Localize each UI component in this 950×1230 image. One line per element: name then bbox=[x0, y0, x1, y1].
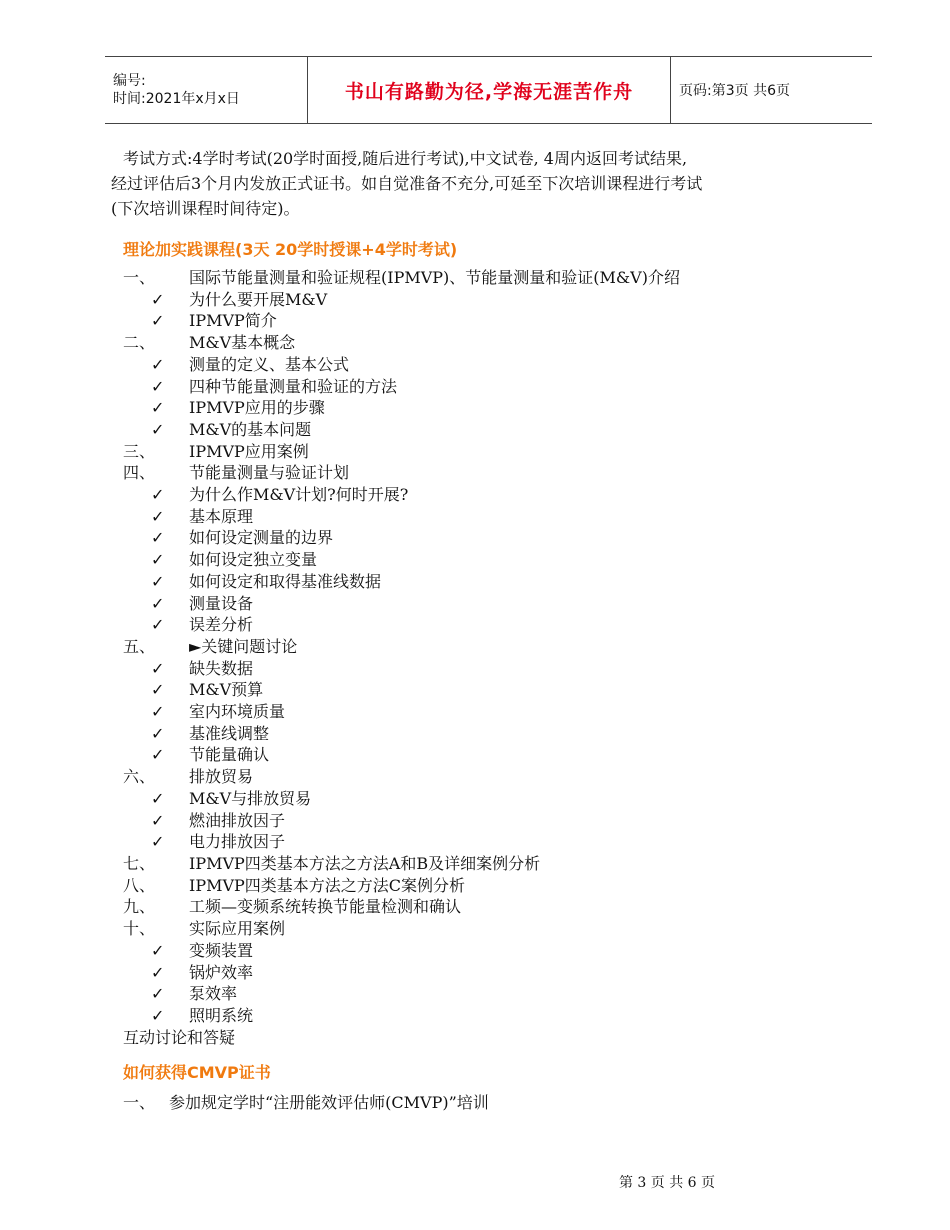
outline-item-text: M&V的基本问题 bbox=[189, 419, 312, 439]
outline-item-text: 工频—变频系统转换节能量检测和确认 bbox=[189, 897, 462, 917]
outline-sub-item bbox=[123, 1005, 863, 1027]
checkmark-icon: ✓ bbox=[151, 984, 165, 1004]
outline-item-number: 五、 bbox=[123, 636, 156, 656]
cmvp-step-text: 参加规定学时“注册能效评估师(CMVP)”培训 bbox=[169, 1093, 489, 1113]
cmvp-step-number: 一、 bbox=[123, 1093, 156, 1113]
outline-sub-item bbox=[123, 962, 863, 984]
page-footer bbox=[0, 1172, 950, 1192]
checkmark-icon: ✓ bbox=[151, 723, 165, 743]
outline-item-text: M&V与排放贸易 bbox=[189, 788, 312, 808]
outline-sub-item bbox=[123, 549, 863, 571]
outline-main-item bbox=[123, 766, 863, 788]
outline-main-item bbox=[123, 918, 863, 940]
outline-item-number: 三、 bbox=[123, 441, 156, 461]
outline-main-item bbox=[123, 267, 863, 289]
section-heading-course: 理论加实践课程(3天 20学时授课+4学时考试) bbox=[123, 240, 458, 259]
header-motto: 书山有路勤为径,学海无涯苦作舟 bbox=[344, 80, 634, 103]
checkmark-icon: ✓ bbox=[151, 658, 165, 678]
checkmark-icon: ✓ bbox=[151, 419, 165, 439]
outline-sub-item bbox=[123, 723, 863, 745]
section-heading-cmvp: 如何获得CMVP证书 bbox=[123, 1063, 271, 1083]
outline-sub-item bbox=[123, 831, 863, 853]
outline-sub-item bbox=[123, 484, 863, 506]
outline-item-text: 测量设备 bbox=[189, 593, 254, 613]
outline-item-text: 实际应用案例 bbox=[189, 919, 286, 939]
intro-line-1: 考试方式:4学时考试(20学时面授,随后进行考试),中文试卷, 4周内返回考试结果, bbox=[123, 149, 688, 168]
outline-item-text: IPMVP简介 bbox=[189, 311, 277, 331]
outline-item-text: 误差分析 bbox=[189, 615, 254, 635]
course-outline-list bbox=[123, 267, 863, 1048]
outline-item-text: ►关键问题讨论 bbox=[189, 636, 298, 656]
checkmark-icon: ✓ bbox=[151, 940, 165, 960]
checkmark-icon: ✓ bbox=[151, 571, 165, 591]
outline-item-text: IPMVP四类基本方法之方法C案例分析 bbox=[189, 875, 466, 895]
outline-item-text: 基本原理 bbox=[189, 506, 254, 526]
outline-item-number: 一、 bbox=[123, 268, 156, 287]
outline-item-text: 如何设定独立变量 bbox=[189, 550, 318, 570]
outline-sub-item bbox=[123, 376, 863, 398]
outline-item-text: 照明系统 bbox=[189, 1005, 254, 1025]
outline-sub-item bbox=[123, 679, 863, 701]
outline-item-text: M&V预算 bbox=[189, 680, 264, 700]
outline-main-item bbox=[123, 853, 863, 875]
outline-plain-item bbox=[123, 1027, 863, 1049]
header-meta bbox=[105, 57, 307, 123]
outline-sub-item bbox=[123, 788, 863, 810]
header-motto-cell bbox=[307, 57, 671, 123]
outline-item-text: 国际节能量测量和验证规程(IPMVP)、节能量测量和验证(M&V)介绍 bbox=[189, 268, 680, 287]
outline-sub-item bbox=[123, 419, 863, 441]
document-time-label: 时间:2021年x月x日 bbox=[113, 91, 240, 107]
outline-item-text: 电力排放因子 bbox=[189, 832, 286, 852]
checkmark-icon: ✓ bbox=[151, 593, 165, 613]
outline-sub-item bbox=[123, 397, 863, 419]
outline-item-text: 如何设定和取得基准线数据 bbox=[189, 571, 382, 591]
outline-item-text: 排放贸易 bbox=[189, 767, 254, 787]
outline-sub-item bbox=[123, 506, 863, 528]
outline-item-number: 四、 bbox=[123, 463, 156, 483]
outline-item-text: 节能量确认 bbox=[189, 745, 270, 765]
outline-item-text: 为什么作M&V计划?何时开展? bbox=[189, 485, 409, 505]
checkmark-icon: ✓ bbox=[151, 1005, 165, 1025]
outline-item-number: 九、 bbox=[123, 897, 156, 917]
outline-sub-item bbox=[123, 527, 863, 549]
outline-item-text: IPMVP四类基本方法之方法A和B及详细案例分析 bbox=[189, 853, 541, 873]
outline-item-text: 节能量测量与验证计划 bbox=[189, 463, 350, 483]
outline-sub-item bbox=[123, 289, 863, 311]
checkmark-icon: ✓ bbox=[151, 788, 165, 808]
outline-sub-item bbox=[123, 571, 863, 593]
checkmark-icon: ✓ bbox=[151, 354, 165, 374]
checkmark-icon: ✓ bbox=[151, 376, 165, 396]
outline-main-item bbox=[123, 441, 863, 463]
outline-item-text: 如何设定测量的边界 bbox=[189, 528, 334, 548]
outline-item-number: 二、 bbox=[123, 333, 156, 353]
checkmark-icon: ✓ bbox=[151, 485, 165, 505]
outline-sub-item bbox=[123, 810, 863, 832]
cmvp-step bbox=[123, 1090, 863, 1115]
outline-item-text: 测量的定义、基本公式 bbox=[189, 354, 350, 374]
outline-item-text: M&V基本概念 bbox=[189, 333, 296, 353]
checkmark-icon: ✓ bbox=[151, 398, 165, 418]
checkmark-icon: ✓ bbox=[151, 745, 165, 765]
outline-item-text: 燃油排放因子 bbox=[189, 810, 286, 830]
checkmark-icon: ✓ bbox=[151, 832, 165, 852]
outline-item-text: IPMVP应用的步骤 bbox=[189, 398, 325, 418]
outline-item-text: 互动讨论和答疑 bbox=[123, 1027, 236, 1047]
outline-item-text: 缺失数据 bbox=[189, 658, 254, 678]
outline-main-item bbox=[123, 636, 863, 658]
outline-item-text: 基准线调整 bbox=[189, 723, 270, 743]
checkmark-icon: ✓ bbox=[151, 528, 165, 548]
document-body bbox=[111, 146, 863, 1115]
outline-sub-item bbox=[123, 744, 863, 766]
outline-main-item bbox=[123, 896, 863, 918]
checkmark-icon: ✓ bbox=[151, 962, 165, 982]
outline-sub-item bbox=[123, 354, 863, 376]
header-page-info: 页码:第3页 共6页 bbox=[679, 83, 790, 99]
outline-item-number: 七、 bbox=[123, 853, 156, 873]
outline-item-text: 泵效率 bbox=[189, 984, 238, 1004]
outline-sub-item bbox=[123, 940, 863, 962]
checkmark-icon: ✓ bbox=[151, 311, 165, 331]
checkmark-icon: ✓ bbox=[151, 506, 165, 526]
checkmark-icon: ✓ bbox=[151, 289, 165, 309]
outline-item-text: 锅炉效率 bbox=[189, 962, 254, 982]
outline-sub-item bbox=[123, 593, 863, 615]
outline-sub-item bbox=[123, 310, 863, 332]
outline-main-item bbox=[123, 875, 863, 897]
page-header bbox=[105, 56, 872, 124]
checkmark-icon: ✓ bbox=[151, 615, 165, 635]
intro-line-2: 经过评估后3个月内发放正式证书。如自觉准备不充分,可延至下次培训课程进行考试 bbox=[111, 174, 703, 193]
document-number-label: 编号: bbox=[113, 73, 146, 89]
checkmark-icon: ✓ bbox=[151, 702, 165, 722]
footer-page-number: 第 3 页 共 6 页 bbox=[618, 1175, 716, 1191]
outline-item-number: 六、 bbox=[123, 767, 156, 787]
outline-item-text: 室内环境质量 bbox=[189, 702, 286, 722]
outline-item-number: 八、 bbox=[123, 875, 156, 895]
checkmark-icon: ✓ bbox=[151, 680, 165, 700]
outline-item-text: IPMVP应用案例 bbox=[189, 441, 309, 461]
outline-sub-item bbox=[123, 983, 863, 1005]
outline-sub-item bbox=[123, 701, 863, 723]
outline-main-item bbox=[123, 332, 863, 354]
outline-sub-item bbox=[123, 658, 863, 680]
outline-item-number: 十、 bbox=[123, 919, 156, 939]
outline-main-item bbox=[123, 462, 863, 484]
intro-line-3: (下次培训课程时间待定)。 bbox=[111, 199, 300, 218]
checkmark-icon: ✓ bbox=[151, 550, 165, 570]
outline-sub-item bbox=[123, 614, 863, 636]
outline-item-text: 变频装置 bbox=[189, 940, 254, 960]
checkmark-icon: ✓ bbox=[151, 810, 165, 830]
outline-item-text: 四种节能量测量和验证的方法 bbox=[189, 376, 398, 396]
outline-item-text: 为什么要开展M&V bbox=[189, 289, 328, 309]
